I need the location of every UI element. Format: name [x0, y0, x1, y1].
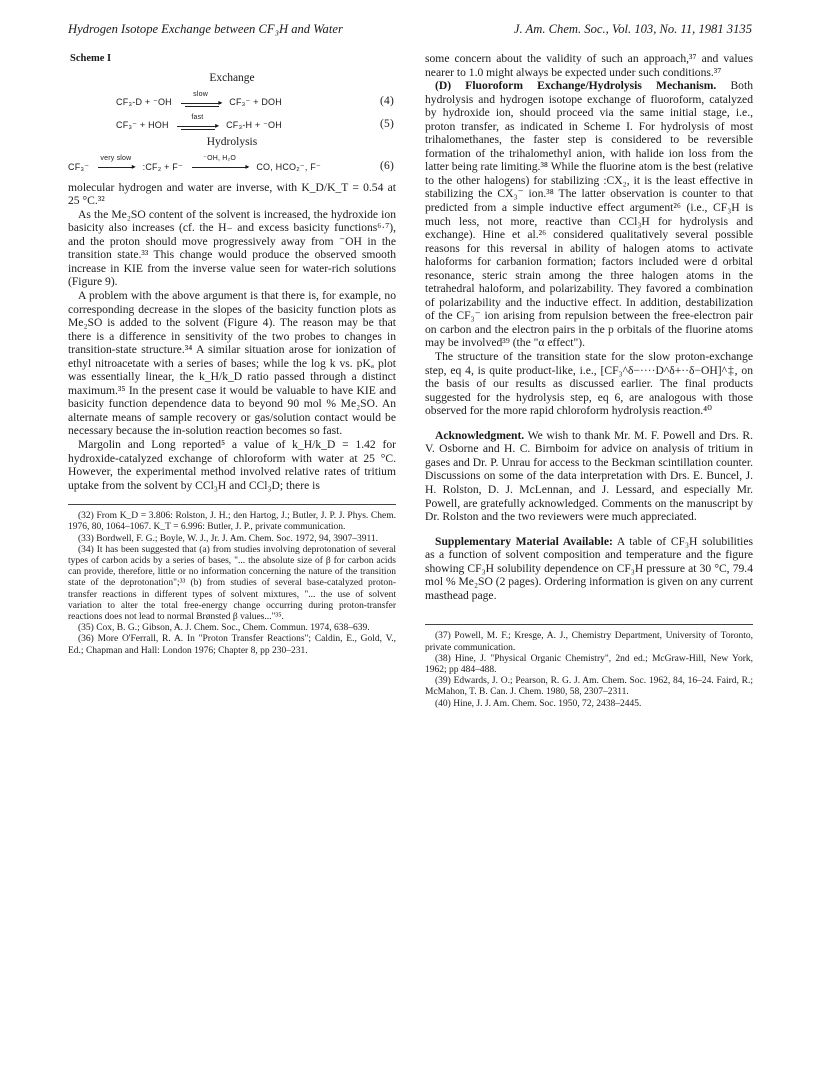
acknowledgment-section	[425, 429, 753, 524]
right-footnotes	[425, 631, 753, 709]
acknowledgment-heading: Acknowledgment.	[435, 428, 525, 442]
equation-5	[68, 113, 396, 136]
eq4-reactants: CF₃-D + ⁻OH	[116, 97, 172, 108]
footnote-38: (38) Hine, J. "Physical Organic Chemistry", 2nd ed.; McGraw-Hill, New York, 1962; pp 484–488.	[425, 653, 753, 675]
eq6-arrow-2: ⁻OH, H₂O ▸	[192, 162, 248, 172]
left-footnotes	[68, 511, 396, 657]
scheme-exchange-title: Exchange	[209, 71, 255, 84]
right-paragraph-1: some concern about the validity of such an approach,³⁷ and values nearer to 1.0 might always be expected under such conditions.³⁷	[425, 52, 753, 79]
eq6-arrow-2-label: ⁻OH, H₂O	[203, 155, 237, 163]
scheme-label: Scheme I	[70, 53, 112, 64]
eq4-products: CF₃⁻ + DOH	[229, 97, 282, 108]
footnote-32: (32) From K_D = 3.806: Rolston, J. H.; den Hartog, J.; Butler, J. P. J. Phys. Chem. 1976, 80, 1064–1067. K_T = 6.996: Butler, J. P., private communication.	[68, 511, 396, 533]
equation-6	[68, 155, 396, 178]
left-paragraph-4: Margolin and Long reported⁵ a value of k_H/k_D = 1.42 for hydroxide-catalyzed exchange of chloroform with water at 25 °C. However, the experimental method involved relative rates of tritium uptake from the solvent by CCl₃H and CCl₃D; there is	[68, 438, 396, 492]
eq5-reactants: CF₃⁻ + HOH	[116, 120, 169, 131]
left-column	[68, 52, 396, 657]
supplementary-text: A table of CF₃H solubilities as a function of solvent composition and temperature and the figure showing CF₃H solubility dependence on CF₃H pressure at 30 °C, 79.4 mol % Me₂SO (2 pages). Ordering information is given on any current masthead page.	[425, 534, 753, 602]
eq5-arrow: fast ▸	[177, 121, 217, 131]
eq4-number: (4)	[379, 95, 394, 108]
acknowledgment-text: We wish to thank Mr. M. F. Powell and Drs. R. V. Osborne and H. C. Birnboim for advice on analysis of tritium in gases and Dr. P. Unrau for access to the Beckman scintillation counter. Discussions on some of the data interpretation with Drs. E. Buncel, J. H. Rolston, D. J. McLennan, and J. Lessard, and especially Mr. Powell, are gratefully acknowledged. Comments on the manuscript by Dr. Rolston and the two reviewers were much appreciated.	[425, 428, 753, 524]
footnote-33: (33) Bordwell, F. G.; Boyle, W. J., Jr. J. Am. Chem. Soc. 1972, 94, 3907–3911.	[78, 533, 378, 544]
supplementary-heading: Supplementary Material Available:	[435, 534, 613, 548]
eq5-products: CF₃-H + ⁻OH	[226, 120, 282, 131]
footnote-rule	[68, 504, 396, 505]
eq5-arrow-label: fast	[191, 113, 204, 121]
scheme-hydrolysis-title: Hydrolysis	[206, 136, 258, 149]
left-paragraph-2: As the Me₂SO content of the solvent is increased, the hydroxide ion basicity also increases (cf. the H₋ and excess basicity functions⁶·⁷), and the proton should move progressively away from ⁻OH in the transition state.³³ This change would produce the observed smooth increase in KIE from the inverse value seen for water-rich solutions (Figure 9).	[68, 207, 396, 289]
eq6-reactant: CF₃⁻	[68, 161, 90, 172]
supplementary-section	[425, 535, 753, 603]
eq6-arrow-1-label: very slow	[100, 155, 132, 163]
eq5-number: (5)	[379, 118, 394, 131]
right-paragraph-3: The structure of the transition state for the slow proton-exchange step, eq 4, is quite product-like, i.e., [CF₃^δ−····D^δ+··δ−OH]^‡, on the basis of our results as discussed earlier. The final products suggested for the hydrolysis step, eq 6, are analogous with those observed for the more rapid chloroform hydrolysis reaction.⁴⁰	[425, 350, 753, 418]
fluoroform-section	[425, 79, 753, 350]
footnote-37: (37) Powell, M. F.; Kresge, A. J., Chemistry Department, University of Toronto, private communication.	[425, 631, 753, 653]
footnote-36: (36) More O'Ferrall, R. A. In "Proton Transfer Reactions"; Caldin, E., Gold, V., Ed.; Chapman and Hall: London 1976; Chapter 8, pp 230–231.	[68, 634, 396, 656]
left-paragraph-3: A problem with the above argument is that there is, for example, no corresponding decrease in the slopes of the basicity function plots as Me₂SO is added to the solvent (Figure 4). The reason may be that there is a difference in sensitivity of the two probes to changes in transition-state structure.³⁴ A similar situation arose for ionization of ethyl nitroacetate with a series of bases; while the log k vs. pKₐ plot was essentially linear, the k_H/k_D ratio passed through a distinct maximum.³⁵ In the present case it would be valuable to have KIE and basicity function dependence data to beyond 90 mol % Me₂SO. An alternate means of sample recovery or gas/solution contact would be necessary because the in-solution reaction becomes so fast.	[68, 289, 396, 438]
eq6-intermediate: :CF₂ + F⁻	[142, 161, 183, 172]
footnote-rule-right	[425, 624, 753, 625]
right-column	[425, 52, 753, 710]
eq4-arrow: slow ▸	[181, 98, 221, 108]
footnote-39: (39) Edwards, J. O.; Pearson, R. G. J. Am. Chem. Soc. 1962, 84, 16–24. Faird, R.; McMahon, T. B. Can. J. Chem. 1980, 58, 2307–2311.	[425, 676, 753, 698]
journal-citation: J. Am. Chem. Soc., Vol. 103, No. 11, 1981 3135	[513, 22, 752, 36]
eq4-arrow-label: slow	[193, 90, 208, 98]
fluoroform-heading: (D) Fluoroform Exchange/Hydrolysis Mechanism.	[435, 79, 717, 93]
running-title: Hydrogen Isotope Exchange between CF₃H and Water	[68, 22, 343, 36]
left-paragraph-1: molecular hydrogen and water are inverse, with K_D/K_T = 0.54 at 25 °C.³²	[68, 180, 396, 208]
eq6-number: (6)	[379, 159, 394, 172]
equation-4	[68, 90, 396, 113]
footnote-34: (34) It has been suggested that (a) from studies involving deprotonation of several types of carbon acids by a series of bases, "... the absolute size of β for carbon acids can provide, therefore, little or no information concerning the nature of the transition state of the deprotonation";³³ (b) from studies of several base-catalyzed proton-transfer reactions in different types of solvent mixtures, "... the use of solvent variation to alter the total free-energy change occurring during proton-transfer reactions does not lead to normal Brønsted β values..."³⁵.	[68, 544, 396, 623]
running-header	[68, 22, 752, 40]
footnote-35: (35) Cox, B. G.; Gibson, A. J. Chem. Soc., Chem. Commun. 1974, 638–639.	[78, 623, 370, 634]
fluoroform-text: Both hydrolysis and hydrogen isotope exchange of fluoroform, catalyzed by hydroxide ion, should proceed via the same initial stage, i.e., proton transfer, as indicated in Scheme I. For hydrolysis of most trihalomethanes, the faster step is considered to be reversible formation of the trihalomethyl anion, with halide ion loss from the latter being rate limiting.³⁸ While the fluorine atom is the best (relative to the other halogens) for stabilizing :CX₂, it is the least effective in stabilizing the CX₃⁻ ion.³⁸ The latter observation is counter to that predicted from a simple inductive effect argument²⁶ (i.e., CF₃H is much less, not more, reactive than CCl₃H for hydrolysis and exchange). Hine et al.²⁶ considered qualitatively several possible reasons for this reversal in ability of halogen atoms to activate haloforms for carbanion formation; factors included were d orbital resonance, steric strain among the three halogen atoms in the tetrahedral haloform, and polarizability. They favored a combination of polarizability and the inductive effect. In addition, destabilization of the CF₃⁻ ion arising from repulsion between the free-electron pair on carbon and the electron pairs in the p orbitals of the fluorine atoms may be involved³⁹ (the "α effect").	[425, 79, 753, 350]
footnote-40: (40) Hine, J. J. Am. Chem. Soc. 1950, 72, 2438–2445.	[435, 698, 642, 709]
eq6-products: CO, HCO₂⁻, F⁻	[256, 161, 321, 172]
eq6-arrow-1: very slow ▸	[98, 162, 134, 172]
